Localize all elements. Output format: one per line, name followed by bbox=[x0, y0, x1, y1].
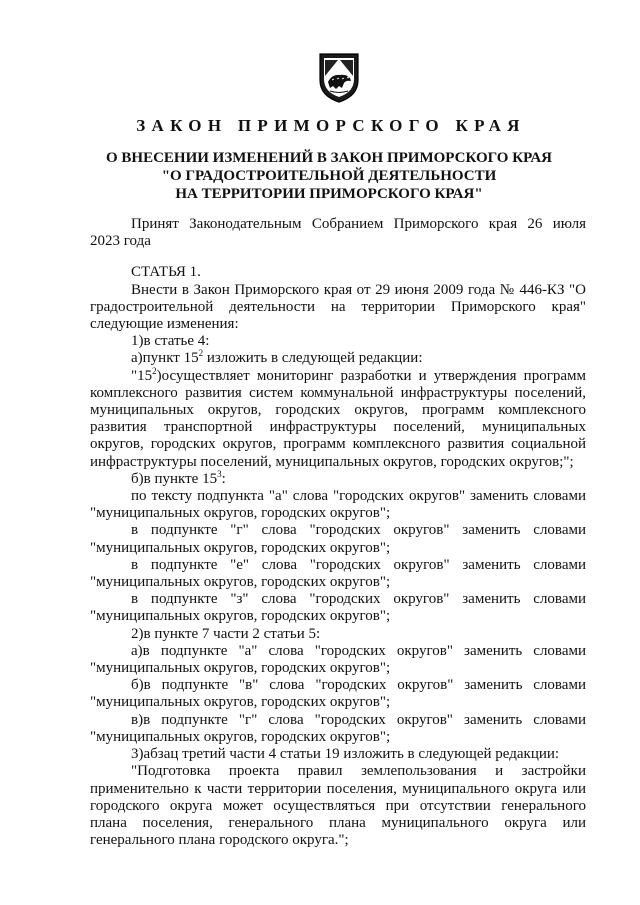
item-2: 2)в пункте 7 части 2 статьи 5: bbox=[131, 625, 321, 642]
document-body bbox=[90, 216, 586, 849]
quote-paragraph: "Подготовка проекта правил землепользования и застройки применительно к части территории поселения, муниципального округа или городского округа может осуществляться при отсутствии генерального плана поселения, генерального плана муниципального округа или генерального плана городского округа."; bbox=[90, 763, 586, 849]
subtitle-line: НА ТЕРРИТОРИИ ПРИМОРСКОГО КРАЯ" bbox=[175, 186, 483, 202]
item-1: 1)в статье 4: bbox=[131, 333, 210, 350]
subitem-line: в подпункте "з" слова "городских округов" заменить словами "муниципальных округов, городских округов"; bbox=[90, 591, 586, 625]
quote-paragraph: "$15^2)осуществляет$ мониторинг разработки и утверждения программ комплексного развития систем коммунальной инфраструктуры поселений, муниципальных округов, городских округов, программ комплексного развития транспортной инфраструктуры поселений, муниципальных округов, городских округов, программ комплексного развития социальной инфраструктуры поселений, муниципальных округов, городских округов;"; bbox=[90, 365, 586, 470]
law-subtitle bbox=[0, 149, 640, 203]
subitem-line: по тексту подпункта "а" слова "городских округов" заменить словами "муниципальных округов, городских округов"; bbox=[90, 488, 586, 522]
adoption-year: 2023 года bbox=[90, 233, 151, 250]
subitem-line: в подпункте "г" слова "городских округов" заменить словами "муниципальных округов, городских округов"; bbox=[90, 522, 586, 556]
adoption-line: Принят Законодательным Собранием Приморского края 26 июля bbox=[131, 216, 586, 232]
law-title: ЗАКОН ПРИМОРСКОГО КРАЯ bbox=[136, 116, 526, 135]
subtitle-line: "О ГРАДОСТРОИТЕЛЬНОЙ ДЕЯТЕЛЬНОСТИ bbox=[161, 168, 497, 184]
coat-of-arms-icon bbox=[318, 50, 360, 104]
subtitle-line: О ВНЕСЕНИИ ИЗМЕНЕНИЙ В ЗАКОН ПРИМОРСКОГО КРАЯ bbox=[106, 150, 552, 166]
item-3: 3)абзац третий части 4 статьи 19 изложить в следующей редакции: bbox=[131, 746, 560, 763]
subitem-line: б)в подпункте "в" слова "городских округов" заменить словами "муниципальных округов, городских округов"; bbox=[90, 677, 586, 711]
article-intro: Внести в Закон Приморского края от 29 июня 2009 года № 446-КЗ "О градостроительной деятельности на территории Приморского края" следующие изменения: bbox=[90, 281, 586, 333]
item-1b: б)в пункте $15^3$: bbox=[131, 468, 226, 487]
subitem-line: в подпункте "е" слова "городских округов" заменить словами "муниципальных округов, городских округов"; bbox=[90, 556, 586, 591]
subitem-line: в)в подпункте "г" слова "городских округов" заменить словами "муниципальных округов, городских округов"; bbox=[90, 711, 586, 745]
item-1a: а)пункт $15^2$ изложить в следующей редакции: bbox=[131, 348, 423, 367]
article-heading: СТАТЬЯ 1. bbox=[131, 264, 201, 281]
subitem-line: а)в подпункте "а" слова "городских округов" заменить словами "муниципальных округов, городских округов"; bbox=[90, 642, 586, 677]
